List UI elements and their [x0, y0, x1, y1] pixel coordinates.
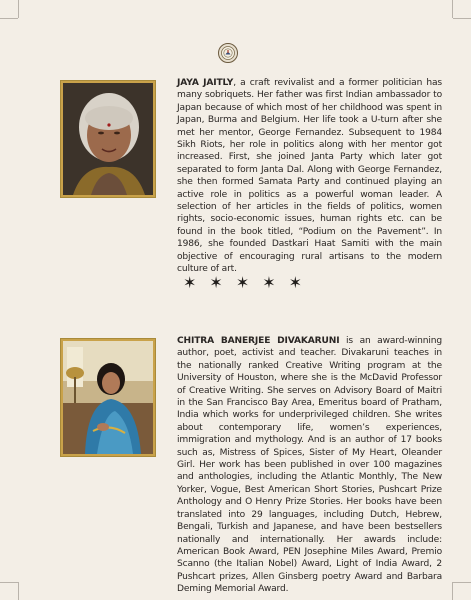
bio-jaya-jaitly	[177, 77, 442, 276]
crop-mark	[0, 582, 18, 583]
star-icon: ✶	[235, 273, 250, 292]
crop-mark	[453, 582, 471, 583]
crop-mark	[18, 0, 19, 18]
bio-chitra-divakaruni	[177, 335, 442, 596]
crop-mark	[0, 18, 18, 19]
portrait-photo-jaya-jaitly	[60, 80, 156, 198]
crop-mark	[453, 18, 471, 19]
star-icon: ✶	[262, 273, 276, 292]
star-icon: ✶	[288, 273, 303, 292]
star-icon: ✶	[183, 273, 197, 292]
seal-emblem-icon	[218, 43, 238, 63]
crop-mark	[18, 582, 19, 600]
portrait-photo-chitra-divakaruni	[60, 338, 156, 457]
crop-mark	[452, 582, 453, 600]
star-icon: ✶	[209, 273, 223, 292]
bio-name: CHITRA BANERJEE DIVAKARUNI	[177, 336, 340, 346]
bio-text: , a craft revivalist and a former politician has many sobriquets. Her father was first Indian ambassador to Japan because of which most of her childhood was spent in Japan, Burma and Belgium. Her life took a U-turn after she met her mentor, George Fernandez. Subsequent to 1984 Sikh Riots, her role in politics along with her mentor got increased. First, she joined Janta Party which later got separated to form Janta Dal. Along with George Fernandez, she then formed Samata Party and continued playing an active role in politics as a powerful woman leader. A selection of her articles in the fields of politics, women rights, socio-economic issues, human rights etc. can be found in the book titled, “Podium on the Pavement”. In 1986, she founded Dastkari Haat Samiti with the main objective of encouraging rural artisans to the modern culture of art.	[177, 78, 443, 275]
bio-name: JAYA JAITLY	[177, 78, 234, 88]
star-divider	[183, 275, 302, 291]
bio-text: is an award-winning author, poet, activist and teacher. Divakaruni teaches in the nationally ranked Creative Writing program at the University of Houston, where she is the McDavid Professor of Creative Writing. She serves on Advisory Board of Maitri in the San Francisco Bay Area, Emeritus board of Pratham, India which works for underprivileged children. She writes about contemporary life, women’s experiences, immigration and mythology. And is an author of 17 books such as, Mistress of Spices, Sister of My Heart, Oleander Girl. Her work has been published in over 100 magazines and anthologies, including the Atlantic Monthly, The New Yorker, Vogue, Best American Short Stories, Pushcart Prize Anthology and O Henry Prize Stories. Her books have been translated into 29 languages, including Dutch, Hebrew, Bengali, Turkish and Japanese, and have been bestsellers nationally and internationally. Her awards include: American Book Award, PEN Josephine Miles Award, Premio Scanno (the Italian Nobel) Award, Light of India Award, 2 Pushcart prizes, Allen Ginsberg poetry Award and Barbara Deming Memorial Award.	[177, 336, 442, 595]
crop-mark	[452, 0, 453, 18]
